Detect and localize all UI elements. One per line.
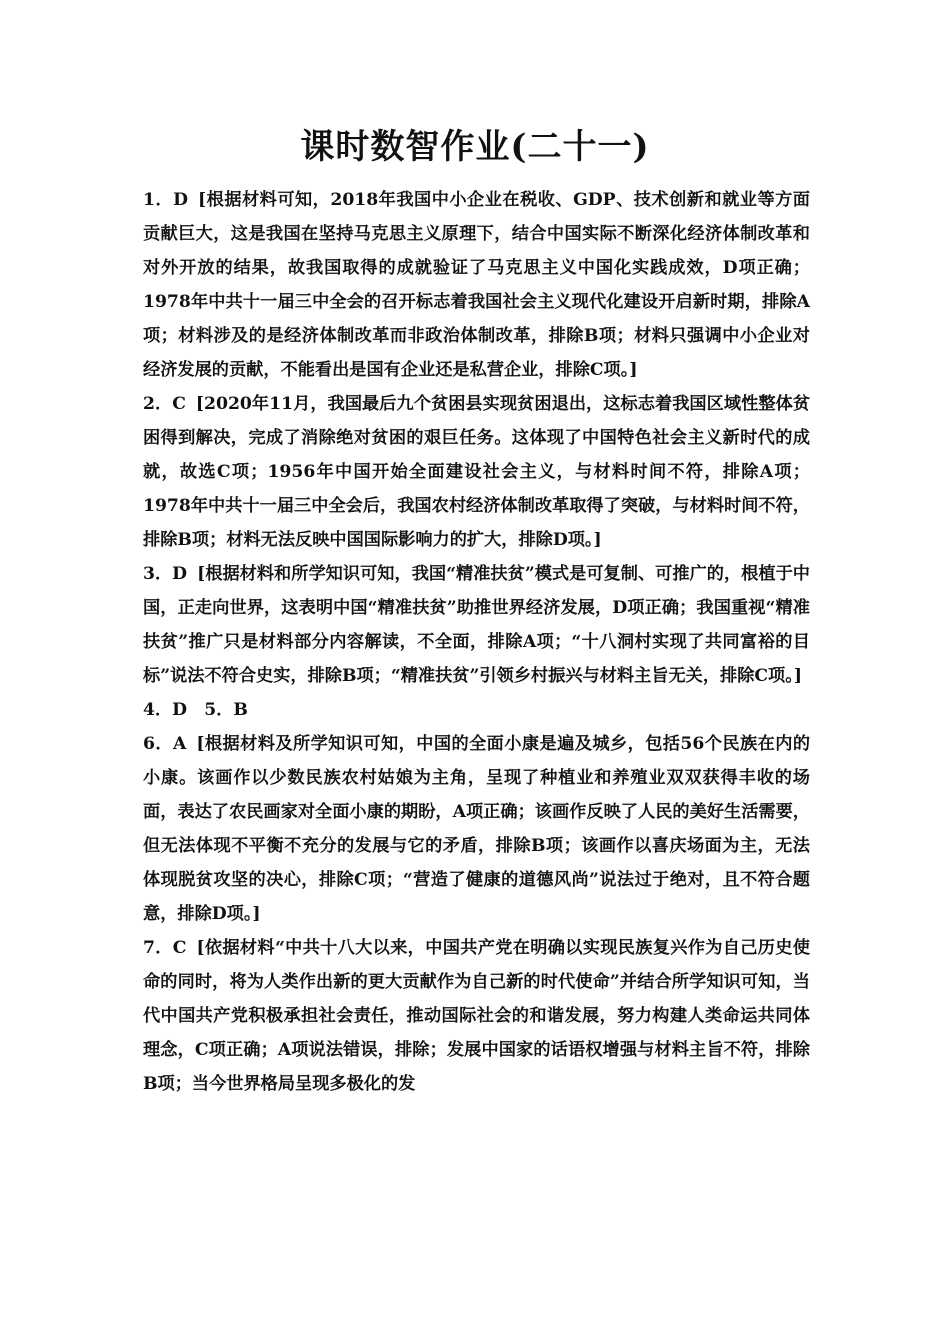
page-title: 课时数智作业(二十一)	[300, 127, 650, 167]
answer-item-4-5	[143, 693, 810, 727]
answer-item-6	[143, 727, 810, 931]
answer-number: 4．D 5．B	[143, 700, 248, 720]
answer-explanation: [根据材料可知，2018年我国中小企业在税收、GDP、技术创新和就业等方面贡献巨大，这是我国在坚持马克思主义原理下，结合中国实际不断深化经济体制改革和对外开放的结果，故我国取得的成就验证了马克思主义中国化实践成效，D项正确；1978年中共十一届三中全会的召开标志着我国社会主义现代化建设开启新时期，排除A项；材料涉及的是经济体制改革而非政治体制改革，排除B项；材料只强调中小企业对经济发展的贡献，不能看出是国有企业还是私营企业，排除C项。]	[143, 190, 810, 380]
answer-explanation: [根据材料和所学知识可知，我国“精准扶贫”模式是可复制、可推广的，根植于中国，正走向世界，这表明中国“精准扶贫”助推世界经济发展，D项正确；我国重视“精准扶贫”推广只是材料部分内容解读，不全面，排除A项；“十八洞村实现了共同富裕的目标”说法不符合史实，排除B项；“精准扶贫”引领乡村振兴与材料主旨无关，排除C项。]	[143, 564, 810, 686]
answer-explanation: [根据材料及所学知识可知，中国的全面小康是遍及城乡，包括56个民族在内的小康。该画作以少数民族农村姑娘为主角，呈现了种植业和养殖业双双获得丰收的场面，表达了农民画家对全面小康的期盼，A项正确；该画作反映了人民的美好生活需要，但无法体现不平衡不充分的发展与它的矛盾，排除B项；该画作以喜庆场面为主，无法体现脱贫攻坚的决心，排除C项；“营造了健康的道德风尚”说法过于绝对，且不符合题意，排除D项。]	[143, 734, 811, 924]
answer-explanation: [依据材料“中共十八大以来，中国共产党在明确以实现民族复兴作为自己历史使命的同时，将为人类作出新的更大贡献作为自己新的时代使命”并结合所学知识可知，当代中国共产党积极承担社会责任，推动国际社会的和谐发展，努力构建人类命运共同体理念，C项正确；A项说法错误，排除；发展中国家的话语权增强与材料主旨不符，排除B项；当今世界格局呈现多极化的发	[143, 938, 810, 1094]
answer-list	[143, 183, 810, 1101]
answer-item-2	[143, 387, 810, 557]
answer-explanation: [2020年11月，我国最后九个贫困县实现贫困退出，这标志着我国区域性整体贫困得到解决，完成了消除绝对贫困的艰巨任务。这体现了中国特色社会主义新时代的成就，故选C项；1956年中国开始全面建设社会主义，与材料时间不符，排除A项；1978年中共十一届三中全会后，我国农村经济体制改革取得了突破，与材料时间不符，排除B项；材料无法反映中国国际影响力的扩大，排除D项。]	[143, 394, 811, 550]
answer-number: 2．C	[143, 394, 186, 414]
answer-item-1	[143, 183, 810, 387]
answer-item-7	[143, 931, 810, 1101]
answer-number: 6．A	[143, 734, 187, 754]
answer-number: 1．D	[143, 190, 189, 210]
answer-number: 3．D	[143, 564, 188, 584]
answer-number: 7．C	[143, 938, 187, 958]
answer-item-3	[143, 557, 810, 693]
